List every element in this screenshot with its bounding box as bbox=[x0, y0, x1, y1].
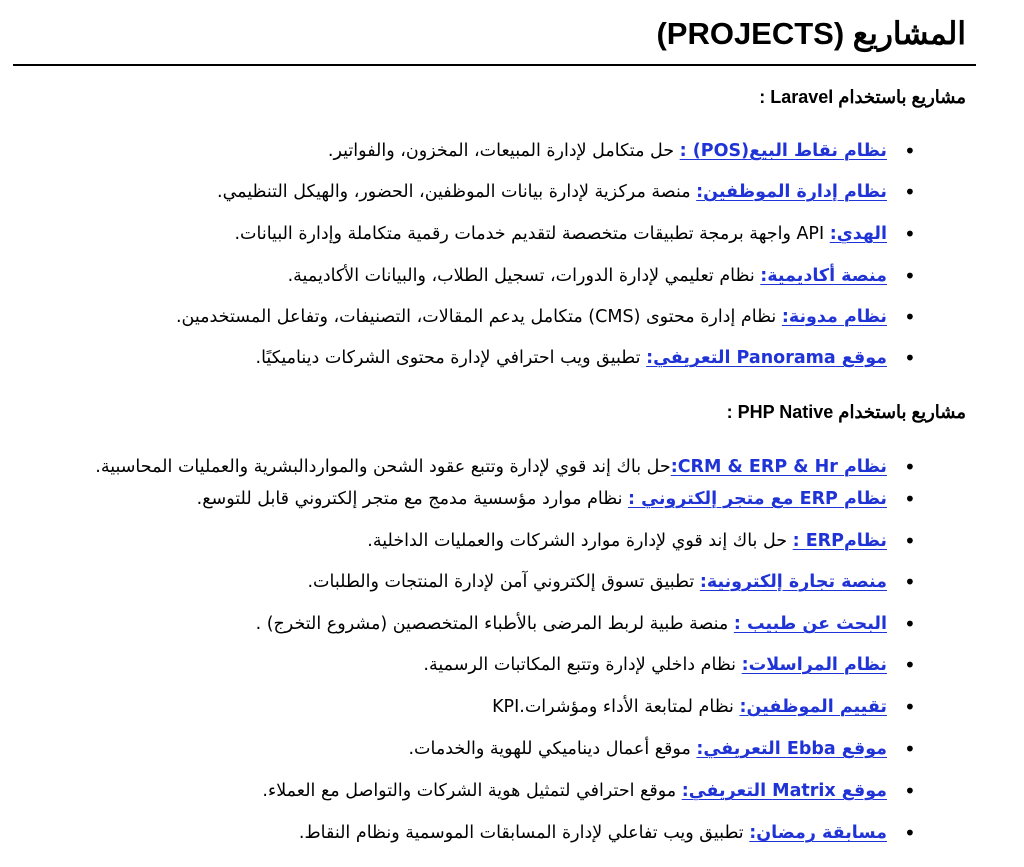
project-description: موقع احترافي لتمثيل هوية الشركات والتواصل مع العملاء. bbox=[262, 781, 682, 801]
project-description: حل متكامل لإدارة المبيعات، المخزون، والفواتير. bbox=[327, 141, 680, 161]
project-link-employee-evaluation[interactable]: تقييم الموظفين: bbox=[739, 697, 887, 717]
bullet-icon: • bbox=[904, 612, 916, 636]
list-item bbox=[0, 451, 1024, 483]
bullet-icon: • bbox=[904, 737, 916, 761]
project-description: نظام موارد مؤسسية مدمج مع متجر إلكتروني قابل للتوسع. bbox=[196, 489, 629, 509]
project-link-blog-system[interactable]: نظام مدونة: bbox=[781, 307, 887, 327]
list-item bbox=[0, 691, 1024, 723]
project-link-academic-platform[interactable]: منصة أكاديمية: bbox=[760, 266, 887, 286]
list-item bbox=[0, 301, 1024, 333]
bullet-icon: • bbox=[904, 821, 916, 845]
list-item bbox=[0, 733, 1024, 765]
project-description: نظام تعليمي لإدارة الدورات، تسجيل الطلاب، والبيانات الأكاديمية. bbox=[287, 266, 761, 286]
project-description: موقع أعمال ديناميكي للهوية والخدمات. bbox=[408, 739, 697, 759]
project-link-crm-erp-hr[interactable]: نظام CRM & ERP & Hr: bbox=[670, 457, 887, 477]
project-description: حل باك إند قوي لإدارة موارد الشركات والعمليات الداخلية. bbox=[367, 531, 793, 551]
list-item bbox=[0, 260, 1024, 292]
list-item bbox=[0, 176, 1024, 208]
bullet-icon: • bbox=[904, 455, 916, 479]
project-description: نظام داخلي لإدارة وتتبع المكاتبات الرسمية. bbox=[423, 655, 742, 675]
bullet-icon: • bbox=[904, 222, 916, 246]
page-title: المشاريع (PROJECTS) bbox=[656, 16, 966, 51]
project-link-alhuda[interactable]: الهدي: bbox=[829, 224, 887, 244]
list-item bbox=[0, 817, 1024, 849]
project-description: نظام إدارة محتوى (CMS) متكامل يدعم المقالات، التصنيفات، وتفاعل المستخدمين. bbox=[175, 307, 782, 327]
project-link-pos[interactable]: نظام نقاط البيع(POS) : bbox=[679, 141, 887, 161]
project-description: API واجهة برمجة تطبيقات متخصصة لتقديم خدمات رقمية متكاملة وإدارة البيانات. bbox=[234, 224, 830, 244]
project-link-ebba[interactable]: موقع Ebba التعريفي: bbox=[696, 739, 887, 759]
bullet-icon: • bbox=[904, 695, 916, 719]
bullet-icon: • bbox=[904, 529, 916, 553]
bullet-icon: • bbox=[904, 139, 916, 163]
bullet-icon: • bbox=[904, 346, 916, 370]
bullet-icon: • bbox=[904, 570, 916, 594]
title-divider bbox=[13, 64, 976, 66]
list-item bbox=[0, 525, 1024, 557]
list-item bbox=[0, 483, 1024, 515]
project-link-ecommerce-platform[interactable]: منصة تجارة إلكترونية: bbox=[699, 572, 887, 592]
project-description: منصة طبية لربط المرضى بالأطباء المتخصصين (مشروع التخرج) . bbox=[255, 614, 734, 634]
project-description: تطبيق تسوق إلكتروني آمن لإدارة المنتجات والطلبات. bbox=[307, 572, 700, 592]
list-item bbox=[0, 608, 1024, 640]
list-item bbox=[0, 342, 1024, 374]
project-link-erp-ecommerce[interactable]: نظام ERP مع متجر إلكتروني : bbox=[628, 489, 887, 509]
bullet-icon: • bbox=[904, 487, 916, 511]
bullet-icon: • bbox=[904, 264, 916, 288]
bullet-icon: • bbox=[904, 180, 916, 204]
project-link-matrix[interactable]: موقع Matrix التعريفي: bbox=[681, 781, 887, 801]
project-link-employee-management[interactable]: نظام إدارة الموظفين: bbox=[696, 182, 887, 202]
project-link-ramadan-contest[interactable]: مسابقة رمضان: bbox=[749, 823, 887, 843]
project-link-erp[interactable]: نظامERP : bbox=[792, 531, 887, 551]
bullet-icon: • bbox=[904, 653, 916, 677]
list-item bbox=[0, 135, 1024, 167]
project-description: نظام لمتابعة الأداء ومؤشرات.KPI bbox=[492, 697, 740, 717]
section-heading-php-native: مشاريع باستخدام PHP Native : bbox=[726, 402, 966, 422]
project-description: تطبيق ويب احترافي لإدارة محتوى الشركات ديناميكيًا. bbox=[255, 348, 647, 368]
project-link-panorama[interactable]: موقع Panorama التعريفي: bbox=[646, 348, 887, 368]
project-description: حل باك إند قوي لإدارة وتتبع عقود الشحن والمواردالبشرية والعمليات المحاسبية. bbox=[95, 457, 671, 477]
project-description: منصة مركزية لإدارة بيانات الموظفين، الحضور، والهيكل التنظيمي. bbox=[217, 182, 697, 202]
list-item bbox=[0, 566, 1024, 598]
bullet-icon: • bbox=[904, 779, 916, 803]
project-link-find-doctor[interactable]: البحث عن طبيب : bbox=[733, 614, 887, 634]
project-description: تطبيق ويب تفاعلي لإدارة المسابقات الموسمية ونظام النقاط. bbox=[298, 823, 750, 843]
section-heading-laravel: مشاريع باستخدام Laravel : bbox=[759, 87, 966, 107]
project-link-correspondence[interactable]: نظام المراسلات: bbox=[741, 655, 887, 675]
list-item bbox=[0, 649, 1024, 681]
list-item bbox=[0, 775, 1024, 807]
list-item bbox=[0, 218, 1024, 250]
bullet-icon: • bbox=[904, 305, 916, 329]
